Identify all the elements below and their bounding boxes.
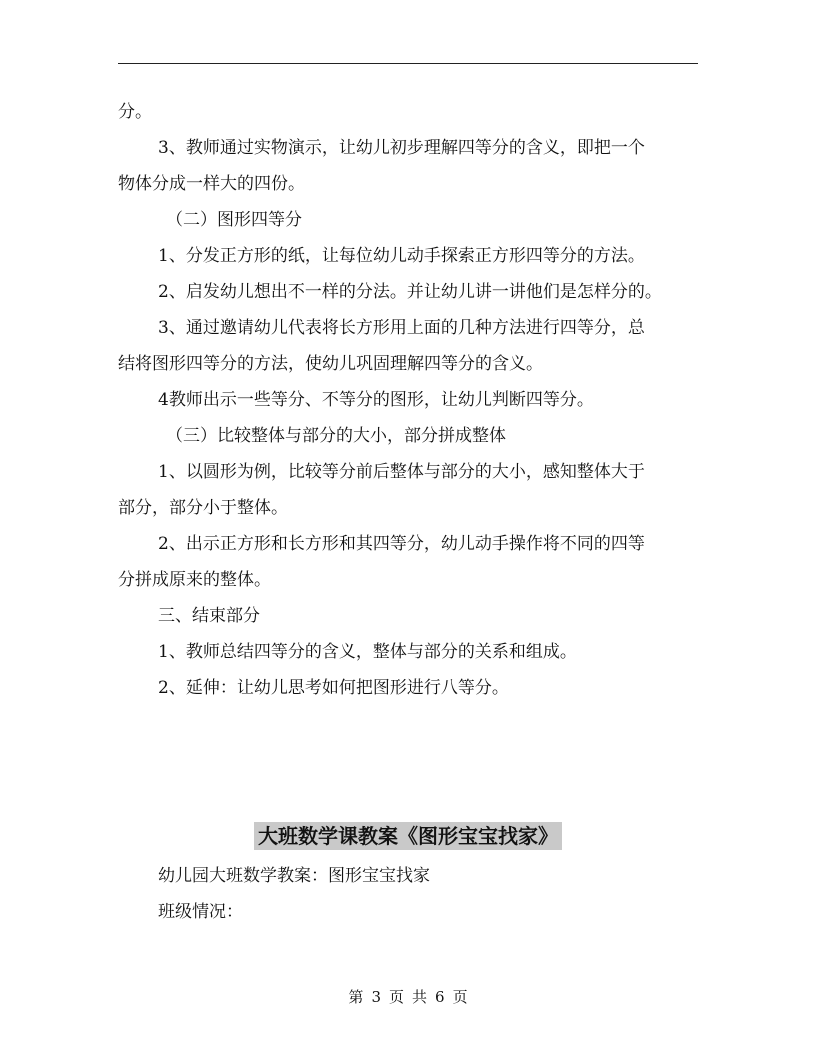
section-title: 大班数学课教案《图形宝宝找家》 (254, 822, 562, 850)
footer-page-label: 页 (388, 988, 404, 1006)
paragraph-line: 部分，部分小于整体。 (118, 498, 288, 518)
section-heading: 三、结束部分 (158, 606, 260, 626)
paragraph-line: 物体分成一样大的四份。 (118, 174, 305, 194)
footer-suffix: 页 (452, 988, 468, 1006)
paragraph-line: 分。 (118, 102, 152, 122)
paragraph-line: 2、启发幼儿想出不一样的分法。并让幼儿讲一讲他们是怎样分的。 (158, 282, 662, 302)
total-page-number: 6 (435, 988, 445, 1006)
header-rule (118, 63, 698, 64)
paragraph-line: 1、教师总结四等分的含义，整体与部分的关系和组成。 (158, 642, 577, 662)
subsection-heading: （二）图形四等分 (166, 210, 302, 230)
paragraph-line: 2、出示正方形和长方形和其四等分，幼儿动手操作将不同的四等 (158, 534, 645, 554)
paragraph-line: 班级情况： (158, 902, 243, 922)
paragraph-line: 3、教师通过实物演示，让幼儿初步理解四等分的含义，即把一个 (158, 138, 645, 158)
subsection-heading: （三）比较整体与部分的大小，部分拼成整体 (166, 426, 506, 446)
paragraph-line: 幼儿园大班数学教案：图形宝宝找家 (158, 866, 430, 886)
footer-prefix: 第 (348, 988, 364, 1006)
intro-text (118, 858, 698, 930)
page-footer (0, 986, 816, 1007)
paragraph-line: 1、分发正方形的纸，让每位幼儿动手探索正方形四等分的方法。 (158, 246, 645, 266)
paragraph-line: 1、以圆形为例，比较等分前后整体与部分的大小，感知整体大于 (158, 462, 645, 482)
section-title-wrap (0, 822, 816, 850)
paragraph-line: 3、通过邀请幼儿代表将长方形用上面的几种方法进行四等分，总 (158, 318, 645, 338)
current-page-number: 3 (371, 988, 381, 1006)
paragraph-line: 分拼成原来的整体。 (118, 570, 271, 590)
paragraph-line: 结将图形四等分的方法，使幼儿巩固理解四等分的含义。 (118, 354, 543, 374)
body-text (118, 94, 698, 706)
footer-total-label: 共 (412, 988, 428, 1006)
paragraph-line: 4教师出示一些等分、不等分的图形，让幼儿判断四等分。 (158, 390, 594, 410)
paragraph-line: 2、延伸：让幼儿思考如何把图形进行八等分。 (158, 678, 509, 698)
